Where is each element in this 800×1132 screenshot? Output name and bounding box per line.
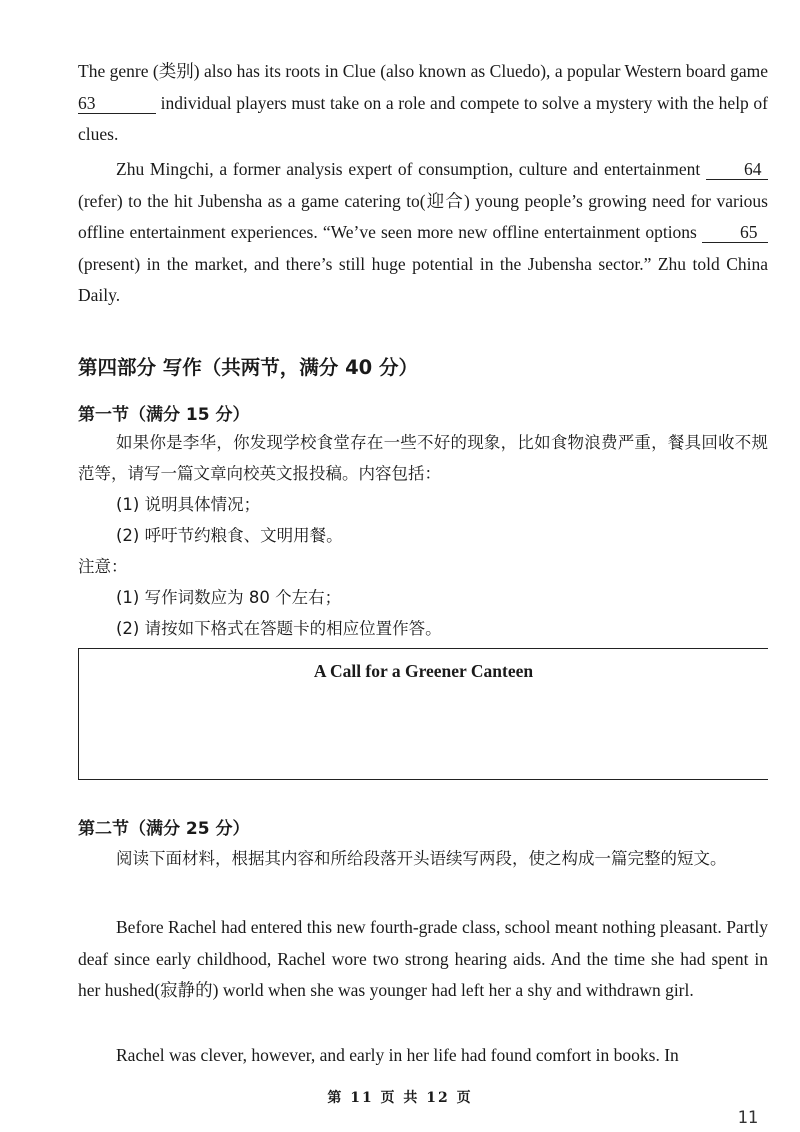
paragraph-2-text-c: (present) in the market, and there’s still huge potential in the Jubensha sector.” Zhu told China Daily. — [78, 253, 768, 305]
paragraph-2-text-b: (refer) to the hit Jubensha as a game catering to(迎合) young people’s growing need for various offline entertainment experiences. “We’ve seen more new offline entertainment options — [78, 190, 768, 242]
part-4-heading: 第四部分 写作（共两节，满分 40 分） — [78, 356, 419, 379]
section-2-heading: 第二节（满分 25 分） — [78, 819, 250, 839]
note-label: 注意： — [78, 557, 128, 576]
answer-format-box — [78, 648, 768, 780]
section-1-prompt: 如果你是李华，你发现学校食堂存在一些不好的现象，比如食物浪费严重，餐具回收不规范等，请写一篇文章向校英文报投稿。内容包括： — [78, 433, 768, 483]
page-footer: 第 11 页 共 12 页 — [327, 1090, 473, 1106]
passage-paragraph-2 — [78, 154, 768, 312]
essay-title: A Call for a Greener Canteen — [313, 661, 534, 681]
paragraph-1-text-a: The genre (类别) also has its roots in Clue (also known as Cluedo), a popular Western board game — [78, 61, 768, 81]
section-2-prompt: 阅读下面材料，根据其内容和所给段落开头语续写两段，使之构成一篇完整的短文。 — [116, 849, 727, 868]
blank-63: 63 — [78, 93, 156, 114]
section-1-heading: 第一节（满分 15 分） — [78, 405, 250, 425]
story-paragraph-2: Rachel was clever, however, and early in her life had found comfort in books. In — [116, 1045, 679, 1065]
paragraph-1-text-b: individual players must take on a role and compete to solve a mystery with the help of clues. — [78, 92, 769, 144]
note-item-1: (1) 写作词数应为 80 个左右； — [116, 588, 342, 607]
corner-page-number: 11 — [737, 1108, 758, 1128]
section-1-item-2: (2) 呼吁节约粮食、文明用餐。 — [116, 526, 343, 545]
story-paragraph-1: Before Rachel had entered this new fourth-grade class, school meant nothing pleasant. Partly deaf since early childhood, Rachel wore two strong hearing aids. And the time she had spent in her hushed(寂静的) world when she was younger had left her a shy and withdrawn girl. — [78, 917, 768, 1000]
section-1-item-1: (1) 说明具体情况； — [116, 495, 261, 514]
note-item-2: (2) 请按如下格式在答题卡的相应位置作答。 — [116, 619, 442, 638]
blank-64: 64 — [706, 159, 768, 180]
passage-paragraph-1 — [78, 56, 768, 151]
paragraph-2-text-a: Zhu Mingchi, a former analysis expert of consumption, culture and entertainment — [116, 159, 701, 179]
blank-65: 65 — [702, 222, 768, 243]
